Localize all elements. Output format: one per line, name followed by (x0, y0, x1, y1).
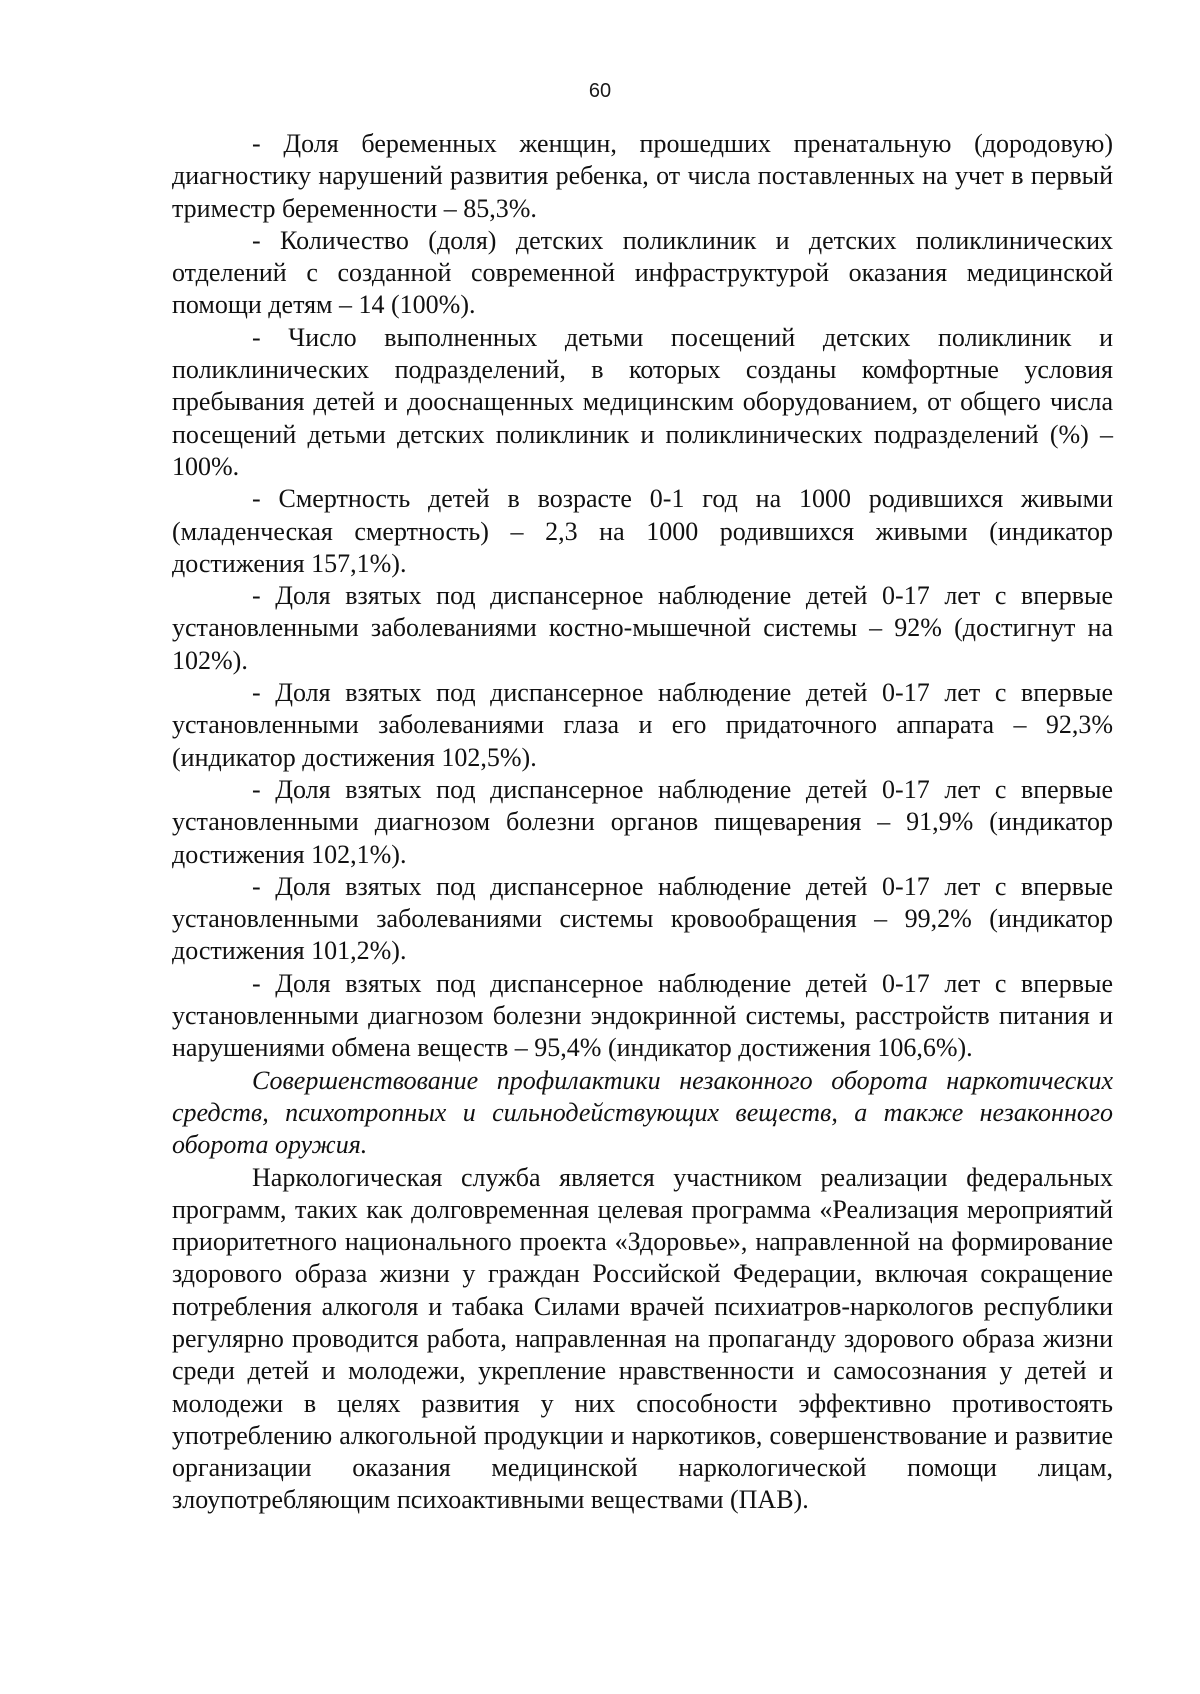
paragraph-endocrine-diseases: - Доля взятых под диспансерное наблюдение детей 0-17 лет с впервые установленными диагнозом болезни эндокринной системы, расстройств питания и нарушениями обмена веществ – 95,4% (индикатор достижения 106,6%). (172, 968, 1113, 1063)
paragraph-musculoskeletal: - Доля взятых под диспансерное наблюдение детей 0-17 лет с впервые установленными заболеваниями костно-мышечной системы – 92% (достигнут на 102%). (172, 581, 1113, 675)
paragraph-clinic-visits: - Число выполненных детьми посещений детских поликлиник и поликлинических подразделений, в которых созданы комфортные условия пребывания детей и дооснащенных медицинским оборудованием, от общего числа посещений детьми детских поликлиник и поликлинических подразделений (%) – 100%. (172, 322, 1113, 481)
document-body (172, 128, 1113, 1517)
paragraph-prenatal-diagnostics: - Доля беременных женщин, прошедших пренатальную (дородовую) диагностику нарушений развития ребенка, от числа поставленных на учет в первый триместр беременности – 85,3%. (172, 129, 1113, 223)
section-heading: Совершенствование профилактики незаконного оборота наркотических средств, психотропных и сильнодействующих веществ, а также незаконного оборота оружия. (172, 1065, 1113, 1160)
paragraph-circulatory-diseases: - Доля взятых под диспансерное наблюдение детей 0-17 лет с впервые установленными заболеваниями системы кровообращения – 99,2% (индикатор достижения 101,2%). (172, 871, 1113, 966)
paragraph-clinic-infrastructure: - Количество (доля) детских поликлиник и детских поликлинических отделений с созданной современной инфраструктурой оказания медицинской помощи детям – 14 (100%). (172, 225, 1113, 320)
paragraph-narcology-service: Наркологическая служба является участником реализации федеральных программ, таких как долговременная целевая программа «Реализация мероприятий приоритетного национального проекта «Здоровье», направленной на формирование здорового образа жизни у граждан Российской Федерации, включая сокращение потребления алкоголя и табака Силами врачей психиатров-наркологов республики регулярно проводится работа, направленная на пропаганду здорового образа жизни среди детей и молодежи, укрепление нравственности и самосознания у детей и молодежи в целях развития у них способности эффективно противостоять употреблению алкогольной продукции и наркотиков, совершенствование и развитие организации оказания медицинской наркологической помощи лицам, злоупотребляющим психоактивными веществами (ПАВ). (172, 1162, 1113, 1515)
paragraph-digestive-diseases: - Доля взятых под диспансерное наблюдение детей 0-17 лет с впервые установленными диагнозом болезни органов пищеварения – 91,9% (индикатор достижения 102,1%). (172, 774, 1113, 869)
paragraph-infant-mortality: - Смертность детей в возрасте 0-1 год на 1000 родившихся живыми (младенческая смертность) – 2,3 на 1000 родившихся живыми (индикатор достижения 157,1%). (172, 484, 1113, 578)
page-number: 60 (588, 80, 612, 102)
paragraph-eye-diseases: - Доля взятых под диспансерное наблюдение детей 0-17 лет с впервые установленными заболеваниями глаза и его придаточного аппарата – 92,3% (индикатор достижения 102,5%). (172, 678, 1113, 772)
